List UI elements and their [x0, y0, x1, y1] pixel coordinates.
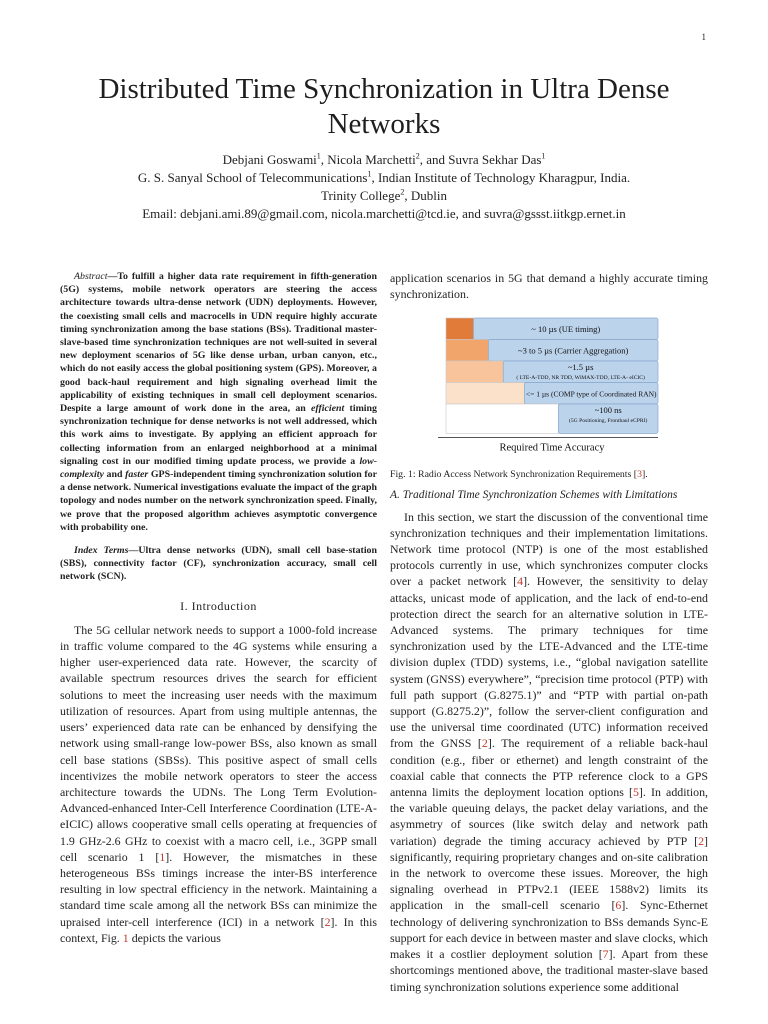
accuracy-step-fill — [446, 318, 474, 340]
affiliation-mark: 1 — [316, 151, 321, 161]
affiliation-text: , Dublin — [404, 188, 447, 203]
accuracy-step-fill — [446, 383, 524, 405]
figure-link[interactable]: 1 — [122, 930, 129, 945]
figure-1 — [390, 316, 708, 466]
affiliation-text: Trinity College — [321, 188, 401, 203]
accuracy-step-fill — [446, 340, 488, 362]
caption-text: ]. — [641, 469, 648, 481]
accuracy-label: ~3 to 5 µs (Carrier Aggregation) — [518, 345, 629, 356]
subsection-heading: A. Traditional Time Synchronization Schemes with Limitations — [390, 489, 678, 502]
body-text: The 5G cellular network needs to support a 1000-fold increase in traffic volume compared to the 4G systems while ensuring a higher user-experienced data rate. However, the scarcity of available spectrum resources drives the search for efficient solutions to meet the increasing user needs with the maximum utilization of resources. Apart from using multiple antennas, the users’ experienced data rate can be enhanced by densifying the network using small-range low-power BSs, also known as small cell base stations (SBSs). This positive aspect of small cells incentivizes the mobile network operators to steer the access architecture towards the UDNs. The Long Term Evolution-Advanced-enhanced Inter-Cell Interference Coordination (LTE-A-eICIC) allows cooperative small cells operating at frequencies of 1.9 GHz-2.6 GHz to coexist with a macro cell, i.e., 3GPP small cell scenario 1 [ — [60, 622, 377, 864]
author-block — [40, 151, 728, 223]
body-text: ]. However, the sensitivity to delay attacks, unicast mode of application, and the lack of end-to-end protection direct the search for an alternative solution in LTE-Advanced systems. The primary techniques for time synchronization used by the LTE-Advanced and the LTE-time division duplex (TDD) systems, i.e., “global navigation satellite system (GNSS) everywhere”, “precision time protocol (PTP) with full path support (G.8275.1)” and “PTP with partial on-path support (G.8275.2)”, follow the server-client configuration and use the universal time coordinated (UTC) information received from the GNSS [ — [390, 574, 708, 751]
abstract-text: —To fulfill a higher data rate requirement in fifth-generation (5G) systems, mobile network operators are steering the access architecture towards ultra-dense network (UDN) deployments. However, the coexisting small cells and macrocells in UDN require highly accurate timing synchronization among the base stations (BSs). Traditional master-slave-based time synchronization techniques are not well-suited in several new deployment scenarios of 5G like dense urban, urban canyon, etc., which do not easily access the global positioning system (GPS). Moreover, a good back-haul requirement and high signaling overhead limit the applicability of existing techniques in small cell deployment scenarios. Despite a large amount of work done in the area, an — [60, 271, 377, 415]
affiliation-mark: 1 — [541, 151, 546, 161]
body-text: ]. However, the mismatches in these heterogeneous BSs timings increase the inter-BS interference resulting in low spectral efficiency in the network. Maintaining a standard time scale among all the network BSs can minimize the upraised inter-cell interference (ICI) in a network [ — [60, 849, 377, 929]
author-name: Debjani Goswami — [222, 152, 317, 167]
separator: , and — [419, 152, 449, 167]
intro-paragraph — [60, 622, 377, 946]
accuracy-step-fill — [446, 404, 558, 434]
accuracy-label: ~100 ns — [594, 405, 622, 416]
email-line: Email: debjani.ami.89@gmail.com, nicola.marchetti@tcd.ie, and suvra@gssst.iitkgp.ernet.in — [142, 206, 626, 221]
affiliation-mark: 1 — [367, 169, 372, 179]
accuracy-label: ~ 10 µs (UE timing) — [531, 324, 601, 335]
body-text: ] significantly, requiring proprietary changes and on-site calibration in the network to overcome these issues. Moreover, the high signaling overhead in PTPv2.1 (IEEE 1588v2) limits its application in the small-cell scenario [ — [390, 833, 708, 913]
citation-link[interactable]: 7 — [602, 947, 609, 962]
accuracy-step-fill — [446, 361, 503, 383]
section-heading-introduction: I. Introduction — [180, 598, 257, 613]
accuracy-sublabel: ( LTE-A-TDD, NR TDD, WiMAX-TDD, LTE-A- eICIC) — [516, 375, 645, 382]
page-number: 1 — [701, 32, 706, 42]
sync-accuracy-diagram — [390, 316, 708, 466]
abstract-text: GPS-independent timing synchronization solution for a dense network. Numerical investigations evaluate the impact of the graph topology and nodes number on the network synchronization speed. Finally, we prove that the proposed algorithm achieves asymptotic convergence with probability one. — [60, 469, 377, 533]
abstract-emphasis: faster — [125, 469, 149, 481]
citation-link[interactable]: 2 — [698, 833, 705, 848]
affiliation-mark: 2 — [415, 151, 420, 161]
abstract-text: and — [103, 469, 126, 481]
citation-link[interactable]: 6 — [615, 898, 622, 913]
intro-continuation: application scenarios in 5G that demand a highly accurate timing synchronization. — [390, 271, 708, 302]
body-text: ]. In this context, Fig. — [60, 914, 377, 945]
affiliation-1 — [40, 169, 728, 187]
accuracy-sublabel: (5G Positioning, Fronthaul eCPRI) — [569, 418, 648, 425]
body-text: ]. Apart from these shortcomings mentioned above, the traditional master-slave based timing synchronization solutions experience some additional — [390, 947, 709, 994]
affiliation-mark: 2 — [400, 187, 405, 197]
index-terms-label: Index Terms — [74, 545, 129, 557]
abstract — [60, 270, 377, 534]
separator: , — [320, 152, 328, 167]
abstract-emphasis: efficient — [311, 403, 345, 415]
caption-text: Fig. 1: Radio Access Network Synchronization Requirements [ — [390, 469, 638, 481]
citation-link[interactable]: 5 — [632, 785, 639, 800]
body-paragraph — [390, 509, 708, 995]
citation-link[interactable]: 3 — [637, 469, 642, 481]
citation-link[interactable]: 4 — [517, 574, 524, 589]
author-names — [40, 151, 728, 169]
index-terms-text: —Ultra dense networks (UDN), small cell base-station (SBS), connectivity factor (CF), synchronization accuracy, small cell network (SCN). — [60, 545, 377, 583]
body-text: ]. The requirement of a reliable back-haul condition (e.g., fiber or ethernet) and length constraint of the coaxial cable that connects the PTP reference clock to a GPS antenna limits the deployment location options [ — [390, 736, 708, 800]
author-name: Nicola Marchetti — [327, 152, 416, 167]
right-column — [390, 270, 708, 995]
accuracy-label: ~1.5 µs — [567, 362, 594, 373]
accuracy-axis-label: Required Time Accuracy — [499, 442, 605, 454]
index-terms — [60, 544, 377, 584]
affiliation-text: , Indian Institute of Technology Kharagpur, India. — [371, 170, 631, 185]
author-name: Suvra Sekhar Das — [448, 152, 542, 167]
body-text: ]. Sync-Ethernet technology of delivering synchronization to BSs demands Sync-E support for each device in between master and slave clocks, which makes it a costlier deployment solution [ — [390, 898, 708, 962]
body-text: depicts the various — [128, 930, 221, 945]
left-column — [60, 270, 377, 946]
paper-title: Distributed Time Synchronization in Ultra Dense Networks — [98, 73, 670, 140]
citation-link[interactable]: 2 — [481, 736, 488, 751]
abstract-label: Abstract — [74, 271, 108, 282]
abstract-text: timing synchronization technique for dense networks is not well addressed, which this work aims to investigate. By applying an efficient approach for collecting information from an enlarged neighborhood at a minimal signaling cost in our modified timing update process, we provide a — [60, 403, 377, 467]
figure-caption — [390, 468, 708, 481]
affiliation-2 — [40, 187, 728, 205]
abstract-emphasis: low-complexity — [60, 455, 377, 481]
citation-link[interactable]: 2 — [324, 914, 331, 929]
citation-link[interactable]: 1 — [159, 849, 166, 864]
body-text: ]. In addition, the variable queuing delays, the packet delay variations, and the asymmetry of sources (like switch delay and network path variation) degrade the timing accuracy achieved by PTP [ — [390, 785, 708, 848]
affiliation-text: G. S. Sanyal School of Telecommunications — [137, 170, 368, 185]
body-text: In this section, we start the discussion of the conventional time synchronization techniques and their implementation limitations. Network time protocol (NTP) is one of the most established protocols currently in use, which synchronizes computer clocks over a packet network [ — [390, 509, 708, 589]
accuracy-label: <= 1 µs (COMP type of Coordinated RAN) — [525, 389, 657, 399]
